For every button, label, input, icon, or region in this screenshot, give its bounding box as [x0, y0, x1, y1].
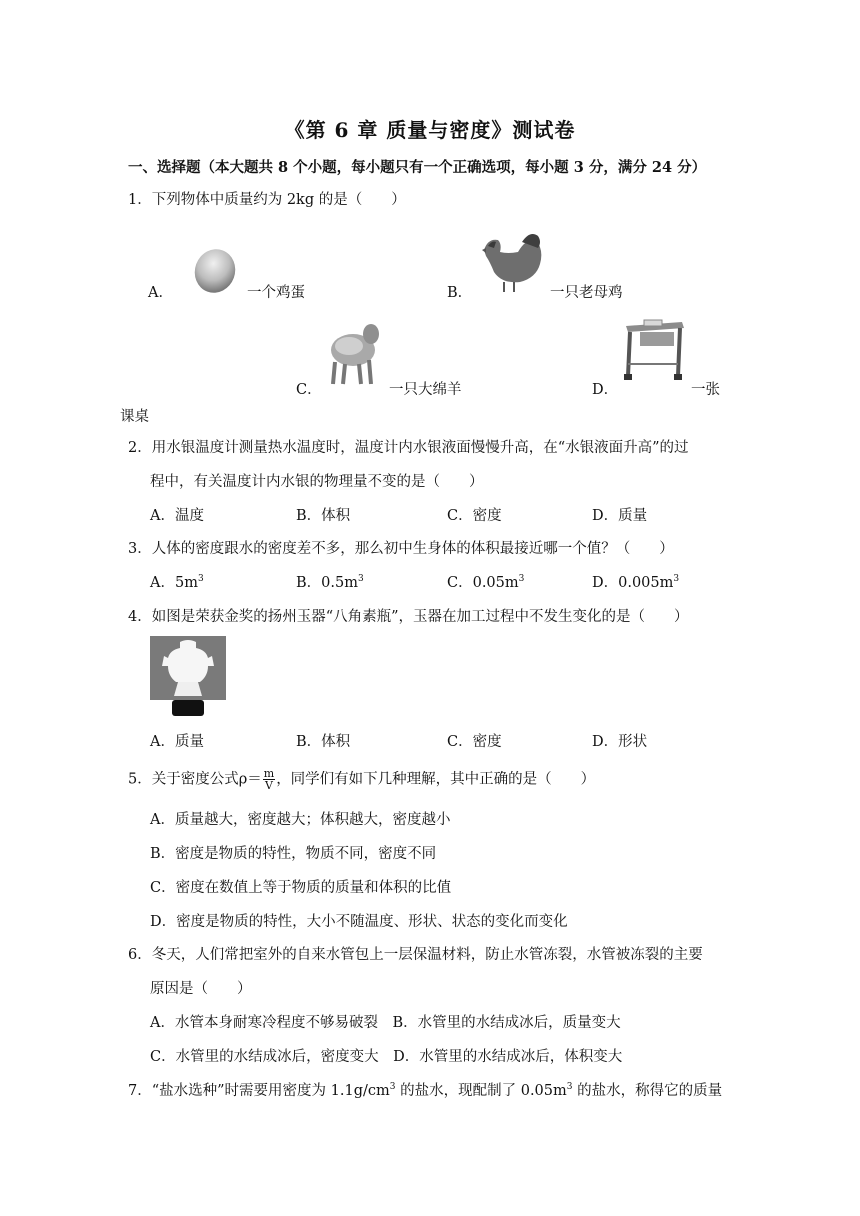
q3-option-d: D．$0.005m^3$: [592, 574, 680, 591]
q1-option-c-letter: C．: [296, 382, 322, 398]
q1-option-b-text: 一只老母鸡: [550, 285, 623, 301]
q5-option-d: D．密度是物质的特性，大小不随温度、形状、状态的变化而变化: [150, 914, 568, 930]
density-formula-fraction: $\frac{m}{V}$: [263, 767, 275, 792]
question-2-stem-line2: 程中，有关温度计内水银的物理量不变的是（ ）: [150, 474, 484, 490]
sheep-image: [325, 316, 387, 388]
hen-image: [478, 228, 548, 296]
q2-option-a: A．温度: [150, 508, 204, 524]
q3-option-c: C．$0.05m^3$: [447, 574, 525, 591]
q5-option-c: C．密度在数值上等于物质的质量和体积的比值: [150, 880, 452, 896]
jade-vase-image: [150, 636, 226, 720]
q1-option-d-letter: D．: [592, 382, 619, 398]
q4-option-d: D．形状: [592, 734, 648, 750]
q1-option-d-text: 一张: [691, 382, 720, 398]
desk-image: [620, 316, 688, 386]
q4-option-a: A．质量: [150, 734, 204, 750]
q6-options-row2: C．水管里的水结成冰后，密度变大 D．水管里的水结成冰后，体积变大: [150, 1049, 623, 1065]
q1-option-a-text: 一个鸡蛋: [247, 285, 305, 301]
q6-options-row1: A．水管本身耐寒冷程度不够易破裂 B．水管里的水结成冰后，质量变大: [150, 1015, 621, 1031]
q2-option-b: B．体积: [296, 508, 351, 524]
egg-image: [192, 247, 240, 295]
q1-option-b-letter: B．: [447, 285, 473, 301]
q1-option-d-wrap: 课桌: [120, 409, 149, 425]
q5-option-a: A．质量越大，密度越大；体积越大，密度越小: [150, 812, 451, 828]
q3-option-a: A．$5m^3$: [150, 574, 204, 591]
question-7-stem: 7．“盐水选种”时需要用密度为 $1.1g/cm^3$ 的盐水，现配制了 $0.05m^3$ 的盐水，称得它的质量: [128, 1082, 723, 1099]
question-6-stem-line1: 6．冬天，人们常把室外的自来水管包上一层保温材料，防止水管冻裂，水管被冻裂的主要: [128, 947, 703, 963]
question-1-stem: 1．下列物体中质量约为 2kg 的是（ ）: [128, 192, 406, 208]
page-title: 《第 6 章 质量与密度》测试卷: [284, 118, 576, 142]
question-2-stem-line1: 2．用水银温度计测量热水温度时，温度计内水银液面慢慢升高，在“水银液面升高”的过: [128, 440, 689, 456]
question-4-stem: 4．如图是荣获金奖的扬州玉器“八角素瓶”，玉器在加工过程中不发生变化的是（ ）: [128, 609, 689, 625]
question-3-stem: 3．人体的密度跟水的密度差不多，那么初中生身体的体积最接近哪一个值？（ ）: [128, 541, 674, 557]
q5-option-b: B．密度是物质的特性，物质不同，密度不同: [150, 846, 437, 862]
q2-option-c: C．密度: [447, 508, 502, 524]
section-heading: 一、选择题（本大题共 8 个小题，每小题只有一个正确选项，每小题 3 分，满分 24 分）: [128, 159, 707, 176]
q1-option-c-text: 一只大绵羊: [389, 382, 462, 398]
q3-option-b: B．$0.5m^3$: [296, 574, 364, 591]
question-5-stem: 5．关于密度公式ρ＝ $\frac{m}{V}$ ，同学们有如下几种理解，其中正确的是（ ）: [128, 767, 596, 792]
q4-option-c: C．密度: [447, 734, 502, 750]
q1-option-a-letter: A．: [148, 285, 173, 301]
question-6-stem-line2: 原因是（ ）: [150, 981, 252, 997]
q2-option-d: D．质量: [592, 508, 648, 524]
q4-option-b: B．体积: [296, 734, 351, 750]
